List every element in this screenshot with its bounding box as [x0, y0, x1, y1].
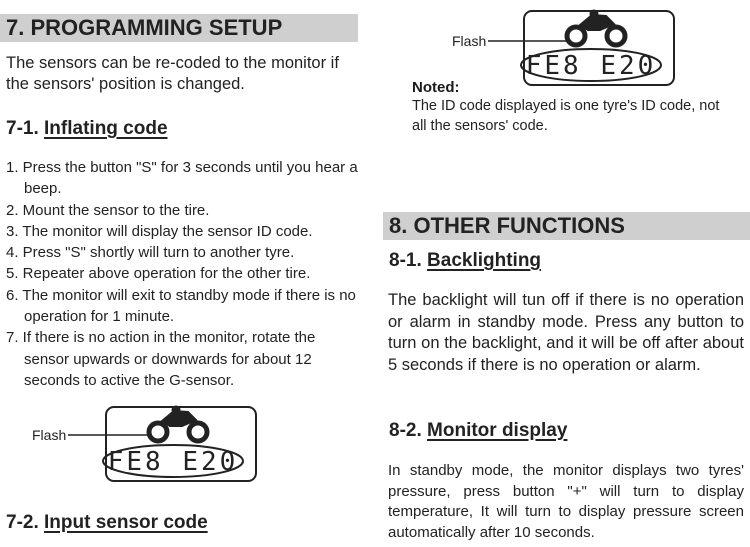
lcd-display-illustration-top: [448, 8, 678, 88]
section7-intro: The sensors can be re-coded to the monitor if the sensors' position is changed.: [6, 54, 339, 93]
subsection-7-1-label: Inflating code: [44, 118, 168, 139]
subsection-7-2-label: Input sensor code: [44, 512, 208, 533]
note-text: The ID code displayed is one tyre's ID code, not all the sensors' code.: [412, 98, 720, 134]
backlight-description: The backlight will tun off if there is no operation or alarm in standby mode. Press any button to turn on the backlight, and it will be off after about 5 seconds if there is no operation or alarm.: [388, 291, 744, 374]
subsection-8-2-title: [389, 420, 567, 442]
subsection-7-1-title: [6, 118, 168, 140]
lcd-display-illustration: [30, 404, 260, 484]
subsection-8-1-title: [389, 250, 541, 272]
subsection-7-2-title: [6, 512, 208, 534]
lcd-code-readout: FE8 E20: [525, 51, 657, 81]
flash-label: Flash: [32, 427, 67, 443]
inflating-steps-list: [6, 157, 364, 391]
subsection-8-1-label: Backlighting: [427, 250, 542, 271]
subsection-8-2-number: 8-2.: [389, 420, 422, 441]
list-item: 1. Press the button "S" for 3 seconds until you hear a beep.: [6, 159, 358, 198]
list-item: 2. Mount the sensor to the tire.: [6, 201, 210, 219]
section7-title: 7. PROGRAMMING SETUP: [6, 15, 283, 40]
list-item: 7. If there is no action in the monitor, rotate the sensor upwards or downwards for about 12 seconds to active the G-sensor.: [6, 329, 316, 389]
note-title: Noted:: [412, 79, 460, 96]
lcd-code-readout: FE8 E20: [107, 447, 239, 477]
list-item: 5. Repeater above operation for the other tire.: [6, 265, 311, 283]
monitor-display-description: In standby mode, the monitor displays two tyres' pressure, press button "+" will turn to display temperature, It will turn to display pressure screen automatically after 10 seconds.: [388, 462, 744, 542]
subsection-7-2-number: 7-2.: [6, 512, 39, 533]
list-item: 3. The monitor will display the sensor ID code.: [6, 222, 313, 240]
section8-title: 8. OTHER FUNCTIONS: [389, 213, 625, 238]
list-item: 4. Press "S" shortly will turn to another tyre.: [6, 244, 295, 262]
flash-label: Flash: [452, 33, 487, 49]
subsection-7-1-number: 7-1.: [6, 118, 39, 139]
list-item: 6. The monitor will exit to standby mode if there is no operation for 1 minute.: [6, 286, 356, 326]
subsection-8-1-number: 8-1.: [389, 250, 422, 271]
subsection-8-2-label: Monitor display: [427, 420, 568, 441]
